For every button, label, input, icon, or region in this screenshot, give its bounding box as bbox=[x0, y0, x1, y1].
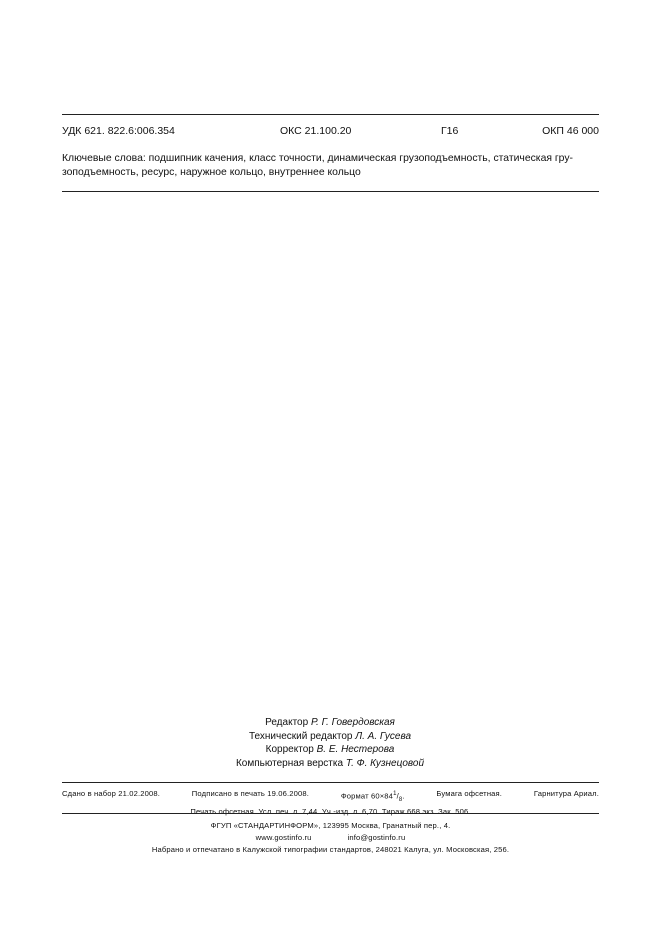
print-submitted: Сдано в набор 21.02.2008. bbox=[62, 789, 160, 798]
publisher-email: info@gostinfo.ru bbox=[347, 833, 406, 842]
top-rule bbox=[62, 114, 599, 115]
credit-editor-role: Редактор bbox=[265, 717, 309, 728]
credit-layout bbox=[200, 757, 460, 771]
print-format-end: . bbox=[402, 791, 405, 801]
print-info-line-1 bbox=[62, 788, 599, 806]
print-signed: Подписано в печать 19.06.2008. bbox=[191, 789, 310, 798]
print-format: Формат $60\times 84^1/_8$. bbox=[340, 791, 405, 804]
keywords-line-1: Ключевые слова: подшипник качения, класс точности, динамическая грузоподъемность, статическая гру- bbox=[62, 153, 573, 164]
print-format-sup: 1 bbox=[393, 791, 397, 797]
keywords-line-2: зоподъемность, ресурс, наружное кольцо, внутреннее кольцо bbox=[62, 167, 361, 178]
credit-corrector-role: Корректор bbox=[265, 744, 314, 755]
publisher-top-rule bbox=[62, 813, 599, 814]
credit-tech-editor-name: Л. А. Гусева bbox=[355, 730, 412, 742]
publisher-address: ФГУП «СТАНДАРТИНФОРМ», 123995 Москва, Гранатный пер., 4. bbox=[210, 821, 451, 830]
credit-tech-editor-role: Технический редактор bbox=[248, 730, 353, 742]
classification-line bbox=[62, 125, 599, 139]
publisher-website: www.gostinfo.ru bbox=[255, 833, 312, 842]
credit-editor bbox=[200, 716, 460, 730]
udk-code: УДК 621. 822.6:006.354 bbox=[62, 125, 175, 137]
publisher-block bbox=[62, 820, 599, 856]
keywords-block bbox=[62, 152, 599, 180]
print-info-top-rule bbox=[62, 782, 599, 783]
print-info-line-2: Печать офсетная. Усл. печ. л. 7,44. Уч.-изд. л. 6,70. Тираж 668 экз. Зак. 506. bbox=[190, 807, 471, 817]
credit-editor-name: Р. Г. Говердовская bbox=[310, 717, 395, 728]
credits-block bbox=[200, 716, 460, 770]
keywords-bottom-rule bbox=[62, 191, 599, 192]
credit-tech-editor bbox=[200, 730, 460, 744]
printing-house: Набрано и отпечатано в Калужской типографии стандартов, 248021 Калуга, ул. Московская, 256. bbox=[151, 845, 510, 854]
credit-layout-role: Компьютерная верстка bbox=[235, 757, 344, 769]
print-paper: Бумага офсетная. bbox=[436, 789, 503, 798]
credit-layout-name: Т. Ф. Кузнецовой bbox=[345, 757, 425, 769]
print-format-text: Формат 60×84 bbox=[340, 791, 394, 801]
print-font: Гарнитура Ариал. bbox=[533, 789, 599, 798]
credit-corrector bbox=[200, 743, 460, 757]
okp-code: ОКП 46 000 bbox=[542, 125, 599, 137]
credit-corrector-name: В. Е. Нестерова bbox=[316, 744, 395, 755]
print-format-sub: 8 bbox=[398, 797, 403, 804]
publisher-contacts bbox=[62, 832, 599, 844]
group-code: Г16 bbox=[441, 125, 459, 137]
oks-code: ОКС 21.100.20 bbox=[280, 125, 352, 137]
